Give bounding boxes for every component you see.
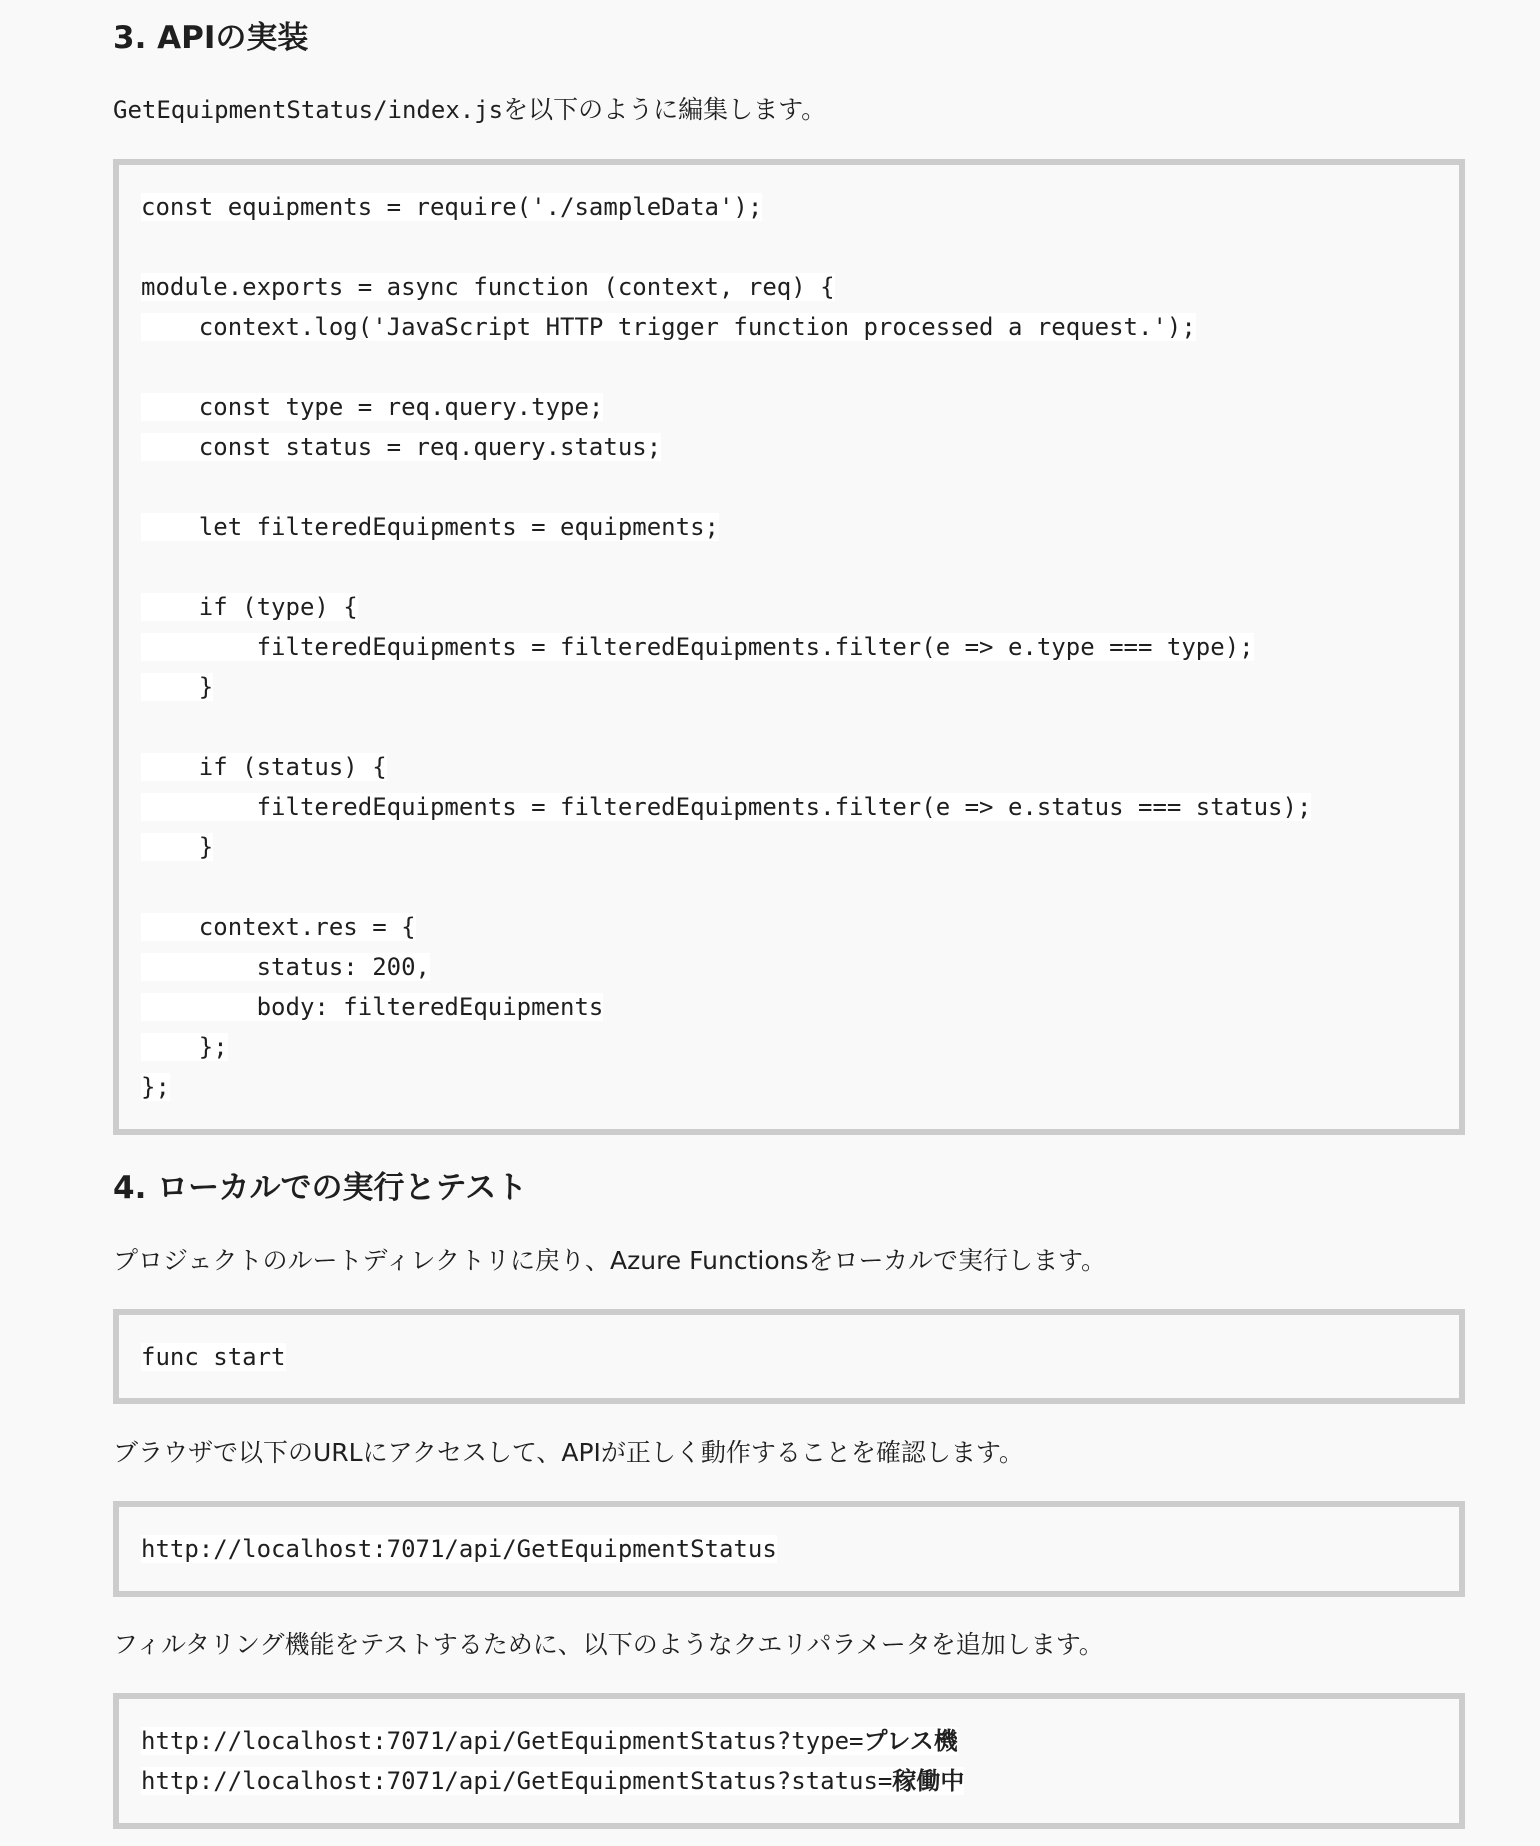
index-js-code-block bbox=[113, 159, 1465, 1135]
query-url-code-block bbox=[113, 1693, 1465, 1829]
code-text: context.log('JavaScript HTTP trigger function processed a request.'); bbox=[198, 313, 1196, 341]
code-line bbox=[141, 707, 1437, 747]
code-line bbox=[141, 507, 1437, 547]
code-line bbox=[141, 267, 1437, 307]
code-text: body: filteredEquipments bbox=[256, 993, 604, 1021]
code-indent bbox=[141, 513, 199, 541]
func-start-code-block bbox=[113, 1309, 1465, 1404]
code-indent bbox=[141, 993, 257, 1021]
code-text: filteredEquipments = filteredEquipments.filter(e => e.status === status); bbox=[256, 793, 1312, 821]
code-line bbox=[141, 827, 1437, 867]
code-line bbox=[141, 307, 1437, 347]
query-url-status: http://localhost:7071/api/GetEquipmentStatus?status= bbox=[141, 1767, 893, 1795]
query-value-status: 稼働中 bbox=[892, 1767, 965, 1795]
code-line bbox=[141, 467, 1437, 507]
code-indent bbox=[141, 393, 199, 421]
code-line bbox=[141, 387, 1437, 427]
code-text: const status = req.query.status; bbox=[198, 433, 662, 461]
section-4-paragraph-3: フィルタリング機能をテストするために、以下のようなクエリパラメータを追加します。 bbox=[113, 1630, 1104, 1659]
code-text: if (type) { bbox=[198, 593, 358, 621]
section-4-heading: 4. ローカルでの実行とテスト bbox=[113, 1170, 528, 1206]
code-line bbox=[141, 427, 1437, 467]
code-text: status: 200, bbox=[256, 953, 430, 981]
code-line bbox=[141, 547, 1437, 587]
code-indent bbox=[141, 593, 199, 621]
code-text: filteredEquipments = filteredEquipments.filter(e => e.type === type); bbox=[256, 633, 1254, 661]
code-line: func start bbox=[141, 1343, 286, 1371]
code-text: } bbox=[198, 673, 214, 701]
code-text: } bbox=[198, 833, 214, 861]
code-line bbox=[141, 347, 1437, 387]
code-text: }; bbox=[198, 1033, 228, 1061]
code-line bbox=[141, 587, 1437, 627]
code-text: }; bbox=[141, 1073, 170, 1101]
url-code-block bbox=[113, 1501, 1465, 1597]
code-indent bbox=[141, 793, 257, 821]
code-indent bbox=[141, 313, 199, 341]
section-4-paragraph-2: ブラウザで以下のURLにアクセスして、APIが正しく動作することを確認します。 bbox=[113, 1438, 1024, 1467]
code-line bbox=[141, 227, 1437, 267]
code-indent bbox=[141, 1033, 199, 1061]
code-text: const type = req.query.type; bbox=[198, 393, 604, 421]
section-4-paragraph-1: プロジェクトのルートディレクトリに戻り、Azure Functionsをローカルで実行します。 bbox=[113, 1246, 1106, 1275]
code-line bbox=[141, 187, 1437, 227]
func-start-code bbox=[141, 1337, 1437, 1377]
code-line: http://localhost:7071/api/GetEquipmentStatus bbox=[141, 1535, 777, 1563]
code-indent bbox=[141, 673, 199, 701]
code-indent bbox=[141, 433, 199, 461]
code-line bbox=[141, 1767, 964, 1795]
url-code bbox=[141, 1529, 1437, 1569]
code-indent bbox=[141, 633, 257, 661]
code-text: const equipments = require('./sampleData'); bbox=[141, 193, 763, 221]
intro-filename: GetEquipmentStatus/index.js bbox=[113, 96, 504, 124]
code-line bbox=[141, 907, 1437, 947]
section-3-heading: 3. APIの実装 bbox=[113, 20, 309, 56]
code-line bbox=[141, 1727, 958, 1755]
code-text: let filteredEquipments = equipments; bbox=[198, 513, 719, 541]
query-url-code bbox=[141, 1721, 1437, 1801]
code-text: module.exports = async function (context, req) { bbox=[141, 273, 835, 301]
section-3-intro bbox=[113, 92, 826, 128]
code-indent bbox=[141, 913, 199, 941]
code-line bbox=[141, 947, 1437, 987]
code-line bbox=[141, 627, 1437, 667]
code-line bbox=[141, 1027, 1437, 1067]
code-line bbox=[141, 867, 1437, 907]
query-url-type: http://localhost:7071/api/GetEquipmentStatus?type= bbox=[141, 1727, 864, 1755]
index-js-code bbox=[141, 187, 1437, 1107]
code-line bbox=[141, 787, 1437, 827]
code-indent bbox=[141, 953, 257, 981]
code-indent bbox=[141, 833, 199, 861]
code-line bbox=[141, 1067, 1437, 1107]
intro-text: を以下のように編集します。 bbox=[503, 95, 827, 124]
code-line bbox=[141, 667, 1437, 707]
code-indent bbox=[141, 753, 199, 781]
query-value-type: プレス機 bbox=[863, 1727, 958, 1755]
code-text: if (status) { bbox=[198, 753, 387, 781]
code-line bbox=[141, 987, 1437, 1027]
code-line bbox=[141, 747, 1437, 787]
code-text: context.res = { bbox=[198, 913, 416, 941]
